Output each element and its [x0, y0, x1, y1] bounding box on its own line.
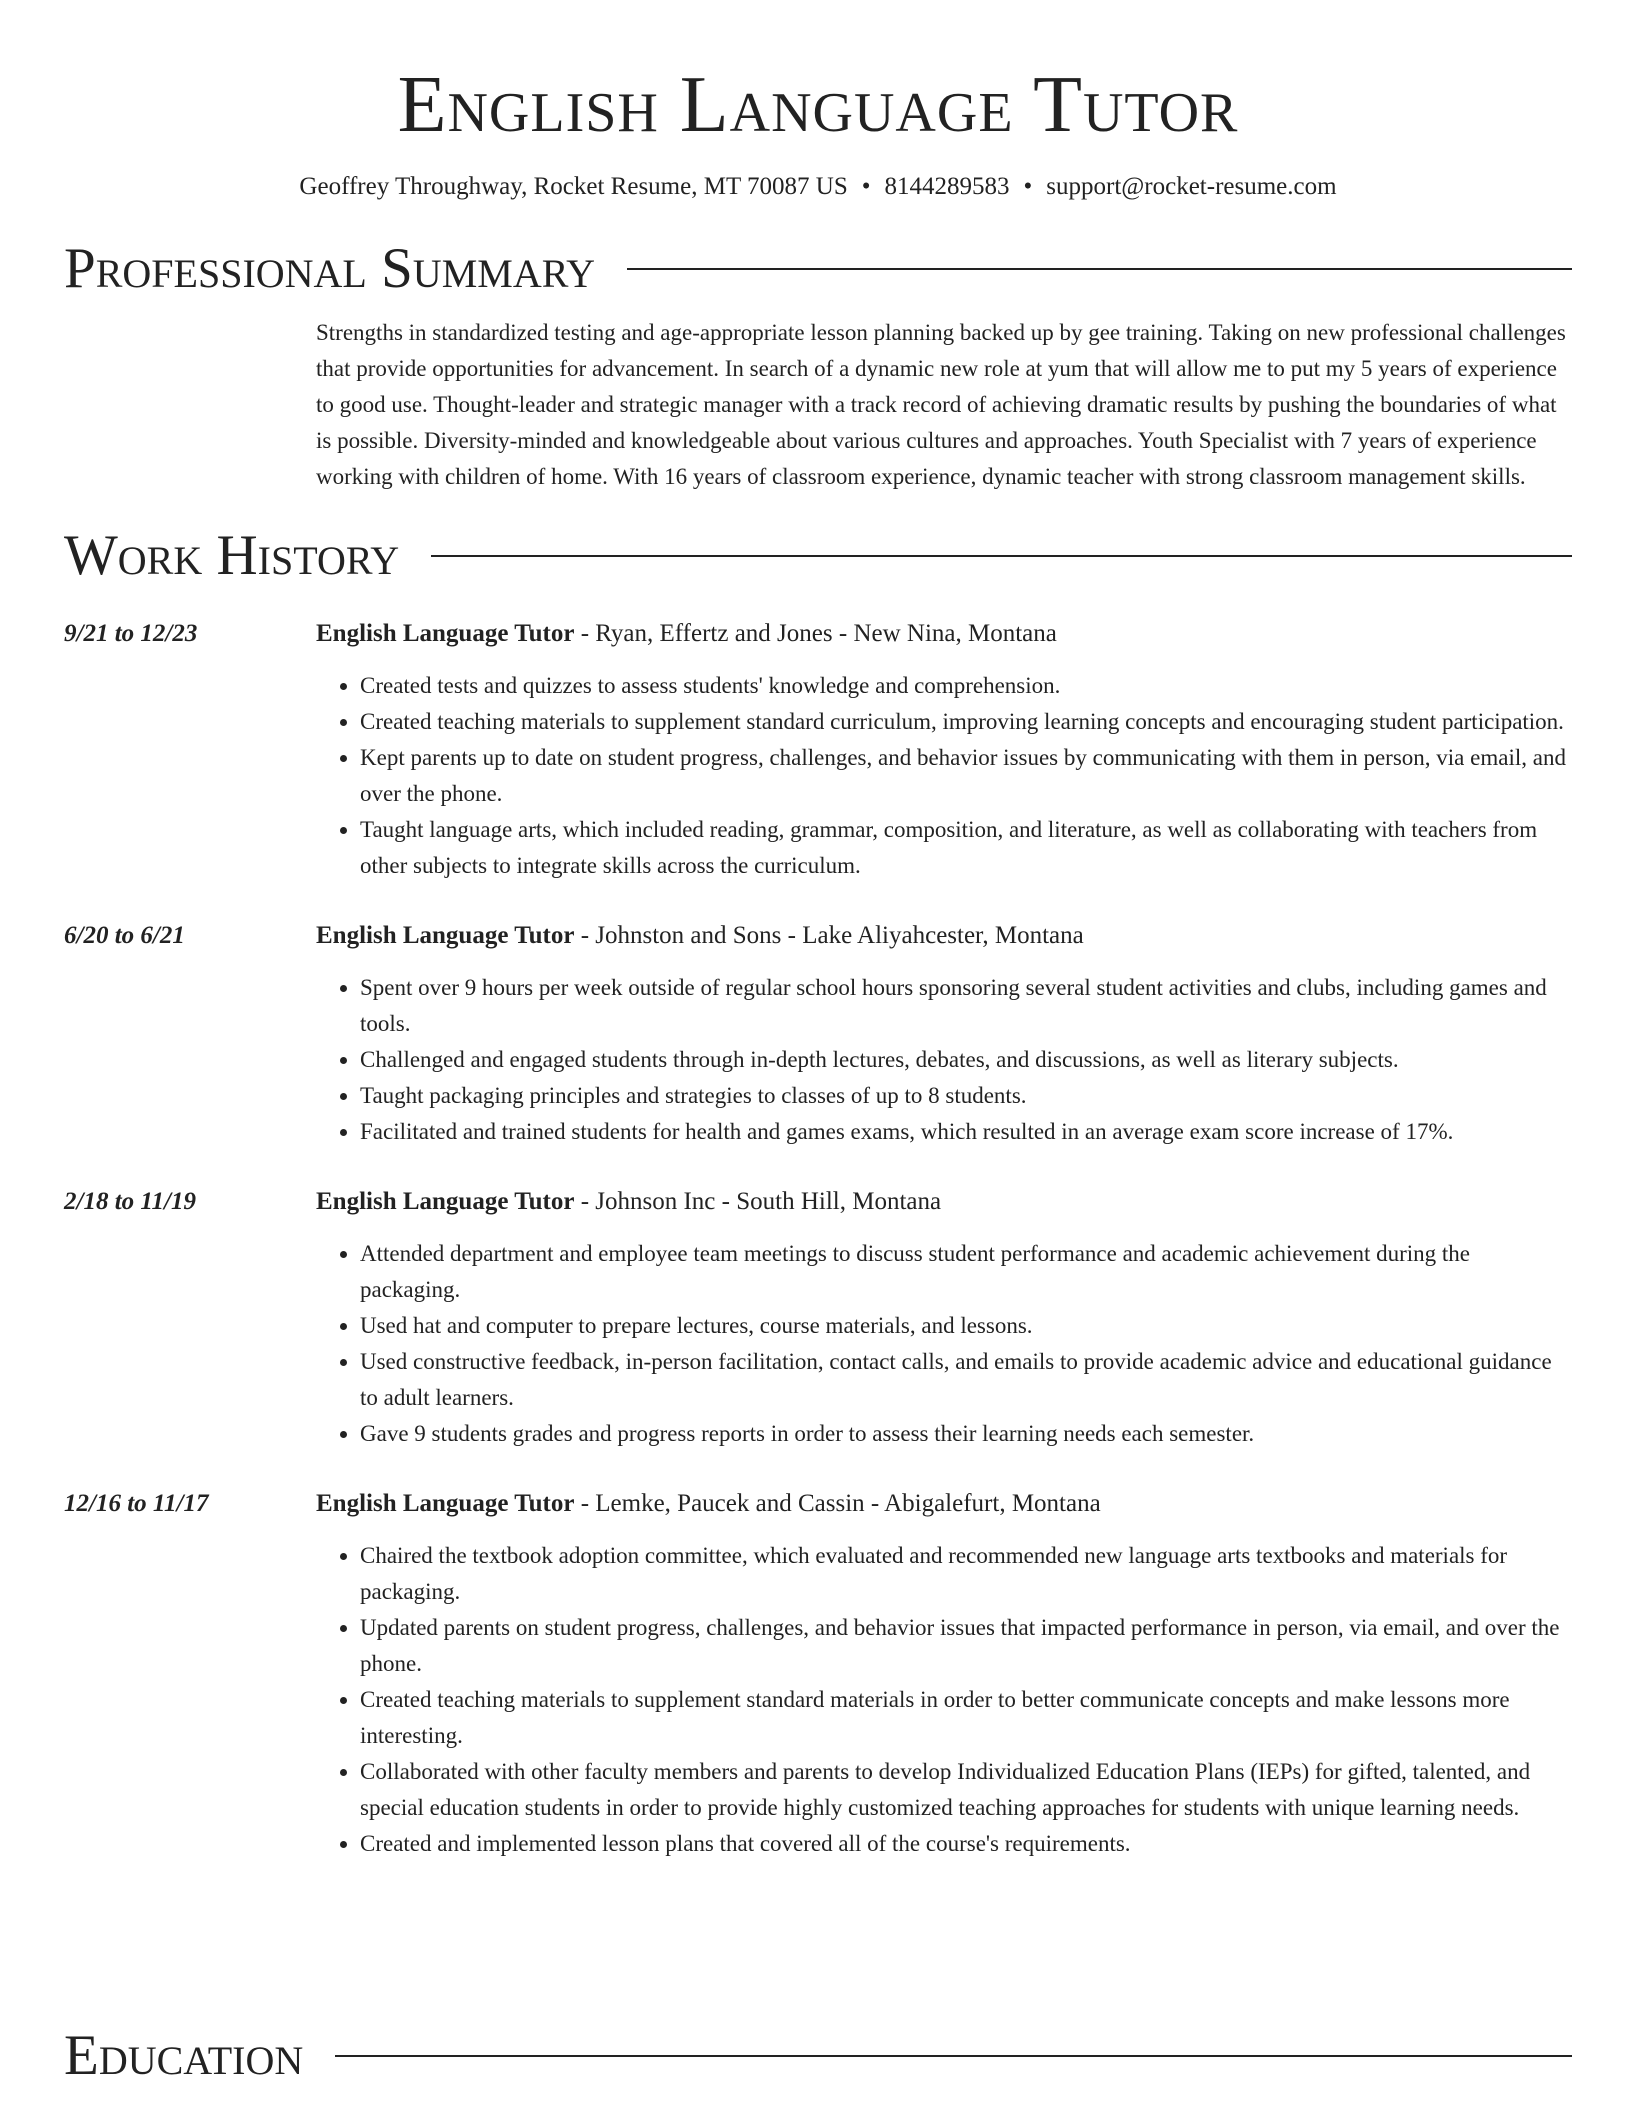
job-dates: 9/21 to 12/23 [64, 620, 198, 647]
job-title: English Language Tutor [316, 1188, 575, 1215]
job-dates: 12/16 to 11/17 [64, 1490, 209, 1517]
job-bullets [316, 668, 1572, 884]
section-divider [335, 2055, 1572, 2057]
job-title: English Language Tutor [316, 1490, 575, 1517]
job-bullet: • Taught language arts, which included reading, grammar, composition, and literature, as well as collaborating with teachers from other subjects to integrate skills across the curriculum. [360, 812, 1572, 884]
section-divider [431, 555, 1572, 557]
job-bullet: • Gave 9 students grades and progress reports in order to assess their learning needs each semester. [360, 1416, 1572, 1452]
job-entry [64, 918, 1572, 1150]
job-dates: 2/18 to 11/19 [64, 1188, 196, 1215]
contact-line [64, 172, 1572, 202]
job-heading [316, 1184, 1572, 1220]
job-bullet: • Kept parents up to date on student progress, challenges, and behavior issues by communicating with them in person, via email, and over the phone. [360, 740, 1572, 812]
job-title: English Language Tutor [316, 620, 575, 647]
job-employer: - Johnston and Sons - Lake Aliyahcester, Montana [574, 922, 1084, 949]
job-heading [316, 616, 1572, 652]
job-entry [64, 616, 1572, 884]
job-body [316, 1486, 1572, 1862]
contact-separator: • [861, 173, 871, 200]
job-bullets [316, 1236, 1572, 1452]
job-bullet: • Updated parents on student progress, challenges, and behavior issues that impacted performance in person, via email, and over the phone. [360, 1610, 1572, 1682]
job-dates: 6/20 to 6/21 [64, 922, 185, 949]
job-entry [64, 1486, 1572, 1862]
job-heading [316, 918, 1572, 954]
contact-separator: • [1023, 173, 1033, 200]
resume-page [64, 0, 1572, 2087]
job-bullet: • Created tests and quizzes to assess students' knowledge and comprehension. [360, 668, 1572, 704]
job-heading [316, 1486, 1572, 1522]
job-bullet: • Taught packaging principles and strategies to classes of up to 8 students. [360, 1078, 1572, 1114]
work-history-heading [64, 526, 1572, 586]
job-bullets [316, 970, 1572, 1150]
job-bullet: • Challenged and engaged students through in-depth lectures, debates, and discussions, as well as literary subjects. [360, 1042, 1572, 1078]
summary-paragraph: Strengths in standardized testing and age-appropriate lesson planning backed up by gee training. Taking on new professional challenges that provide opportunities for advancement. In search of a dynamic new role at yum that will allow me to put my 5 years of experience to good use. Thought-leader and strategic manager with a track record of achieving dramatic results by pushing the boundaries of what is possible. Diversity-minded and knowledgeable about various cultures and approaches. Youth Specialist with 7 years of experience working with children of home. With 16 years of classroom experience, dynamic teacher with strong classroom management skills. [316, 320, 1566, 489]
job-bullet: • Chaired the textbook adoption committee, which evaluated and recommended new language arts textbooks and materials for packaging. [360, 1538, 1572, 1610]
contact-phone: 8144289583 [884, 173, 1010, 200]
job-title: English Language Tutor [316, 922, 575, 949]
job-bullet: • Attended department and employee team meetings to discuss student performance and academic achievement during the packaging. [360, 1236, 1572, 1308]
job-bullet: • Collaborated with other faculty members and parents to develop Individualized Education Plans (IEPs) for gifted, talented, and special education students in order to provide highly customized teaching approaches for students with unique learning needs. [360, 1754, 1572, 1826]
professional-summary-heading [64, 239, 1572, 299]
job-employer: - Lemke, Paucek and Cassin - Abigalefurt, Montana [574, 1490, 1101, 1517]
job-bullets [316, 1538, 1572, 1862]
job-bullet: • Created and implemented lesson plans that covered all of the course's requirements. [360, 1826, 1572, 1862]
contact-address: Geoffrey Throughway, Rocket Resume, MT 70087 US [299, 173, 848, 200]
contact-email: support@rocket-resume.com [1046, 173, 1337, 200]
job-body [316, 918, 1572, 1150]
job-body [316, 616, 1572, 884]
education-heading [64, 2026, 1572, 2086]
job-body [316, 1184, 1572, 1452]
job-bullet: • Spent over 9 hours per week outside of regular school hours sponsoring several student activities and clubs, including games and tools. [360, 970, 1572, 1042]
job-bullet: • Used constructive feedback, in-person facilitation, contact calls, and emails to provide academic advice and educational guidance to adult learners. [360, 1344, 1572, 1416]
job-bullet: • Created teaching materials to supplement standard curriculum, improving learning concepts and encouraging student participation. [360, 704, 1572, 740]
job-bullet: • Created teaching materials to supplement standard materials in order to better communicate concepts and make lessons more interesting. [360, 1682, 1572, 1754]
resume-title: English Language Tutor [397, 61, 1239, 149]
job-bullet: • Used hat and computer to prepare lectures, course materials, and lessons. [360, 1308, 1572, 1344]
section-title: Education [64, 2024, 304, 2087]
job-bullet: • Facilitated and trained students for health and games exams, which resulted in an average exam score increase of 17%. [360, 1114, 1572, 1150]
section-title: Work History [64, 524, 400, 587]
job-entry [64, 1184, 1572, 1452]
job-employer: - Ryan, Effertz and Jones - New Nina, Montana [574, 620, 1057, 647]
section-title: Professional Summary [64, 237, 596, 300]
section-divider [627, 268, 1572, 270]
job-employer: - Johnson Inc - South Hill, Montana [574, 1188, 942, 1215]
